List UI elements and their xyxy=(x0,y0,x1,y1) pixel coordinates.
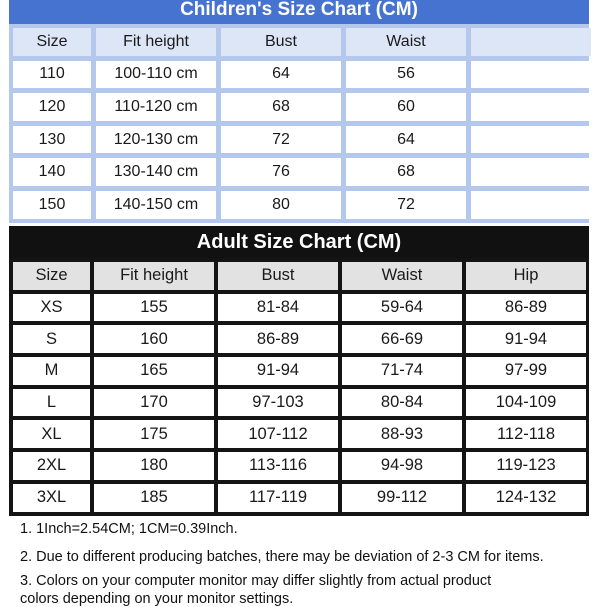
table-cell: 124-132 xyxy=(466,484,586,512)
table-cell: 160 xyxy=(94,325,214,353)
table-cell: 94-98 xyxy=(342,452,462,480)
table-cell: 86-89 xyxy=(466,294,586,322)
table-cell: 91-94 xyxy=(466,325,586,353)
table-cell: 110-120 cm xyxy=(96,93,216,121)
table-cell: 104-109 xyxy=(466,389,586,417)
column-header: Fit height xyxy=(94,262,214,290)
column-header: Size xyxy=(13,262,90,290)
table-cell: 155 xyxy=(94,294,214,322)
table-cell: XS xyxy=(13,294,90,322)
table-cell: 99-112 xyxy=(342,484,462,512)
table-cell: 66-69 xyxy=(342,325,462,353)
table-cell: 86-89 xyxy=(218,325,338,353)
table-cell: L xyxy=(13,389,90,417)
table-cell: 140 xyxy=(13,158,91,186)
table-cell: 64 xyxy=(221,61,341,89)
table-cell: XL xyxy=(13,420,90,448)
table-cell: 80 xyxy=(221,191,341,219)
table-cell: 71-74 xyxy=(342,357,462,385)
table-cell: 140-150 cm xyxy=(96,191,216,219)
table-cell: 81-84 xyxy=(218,294,338,322)
table-cell: 68 xyxy=(346,158,466,186)
table-cell: 72 xyxy=(346,191,466,219)
table-cell: 110 xyxy=(13,61,91,89)
table-cell: 2XL xyxy=(13,452,90,480)
note-line: 1. 1Inch=2.54CM; 1CM=0.39Inch. xyxy=(20,521,238,537)
table-cell: 117-119 xyxy=(218,484,338,512)
table-cell: 97-103 xyxy=(218,389,338,417)
children-chart-title: Children's Size Chart (CM) xyxy=(9,0,589,24)
table-cell: 72 xyxy=(221,126,341,154)
table-cell: 100-110 cm xyxy=(96,61,216,89)
table-cell: 59-64 xyxy=(342,294,462,322)
table-cell: 112-118 xyxy=(466,420,586,448)
column-header: Waist xyxy=(346,28,466,56)
table-cell: 170 xyxy=(94,389,214,417)
table-cell: 120-130 cm xyxy=(96,126,216,154)
table-cell: 60 xyxy=(346,93,466,121)
table-cell: 113-116 xyxy=(218,452,338,480)
table-cell: 88-93 xyxy=(342,420,462,448)
column-header: Hip xyxy=(466,262,586,290)
table-cell: 107-112 xyxy=(218,420,338,448)
size-notes xyxy=(20,0,590,607)
table-cell: 76 xyxy=(221,158,341,186)
column-header: Bust xyxy=(218,262,338,290)
table-cell: 120 xyxy=(13,93,91,121)
column-header: Size xyxy=(13,28,91,56)
note-line: 3. Colors on your computer monitor may differ slightly from actual product xyxy=(20,573,492,589)
adult-chart-title: Adult Size Chart (CM) xyxy=(9,226,589,258)
note-line: 2. Due to different producing batches, there may be deviation of 2-3 CM for items. xyxy=(20,549,544,565)
table-cell: M xyxy=(13,357,90,385)
table-cell: 165 xyxy=(94,357,214,385)
table-cell: 56 xyxy=(346,61,466,89)
table-cell: 119-123 xyxy=(466,452,586,480)
table-cell: 97-99 xyxy=(466,357,586,385)
table-cell: 130 xyxy=(13,126,91,154)
column-header: Fit height xyxy=(96,28,216,56)
table-cell: 68 xyxy=(221,93,341,121)
table-cell: 91-94 xyxy=(218,357,338,385)
table-cell: 185 xyxy=(94,484,214,512)
column-header: Waist xyxy=(342,262,462,290)
table-cell: 180 xyxy=(94,452,214,480)
table-cell: 175 xyxy=(94,420,214,448)
table-cell: 150 xyxy=(13,191,91,219)
table-cell: 3XL xyxy=(13,484,90,512)
table-cell: 130-140 cm xyxy=(96,158,216,186)
column-header: Bust xyxy=(221,28,341,56)
table-cell: 64 xyxy=(346,126,466,154)
table-cell: 80-84 xyxy=(342,389,462,417)
note-line: colors depending on your monitor settings. xyxy=(20,591,294,607)
table-cell: S xyxy=(13,325,90,353)
